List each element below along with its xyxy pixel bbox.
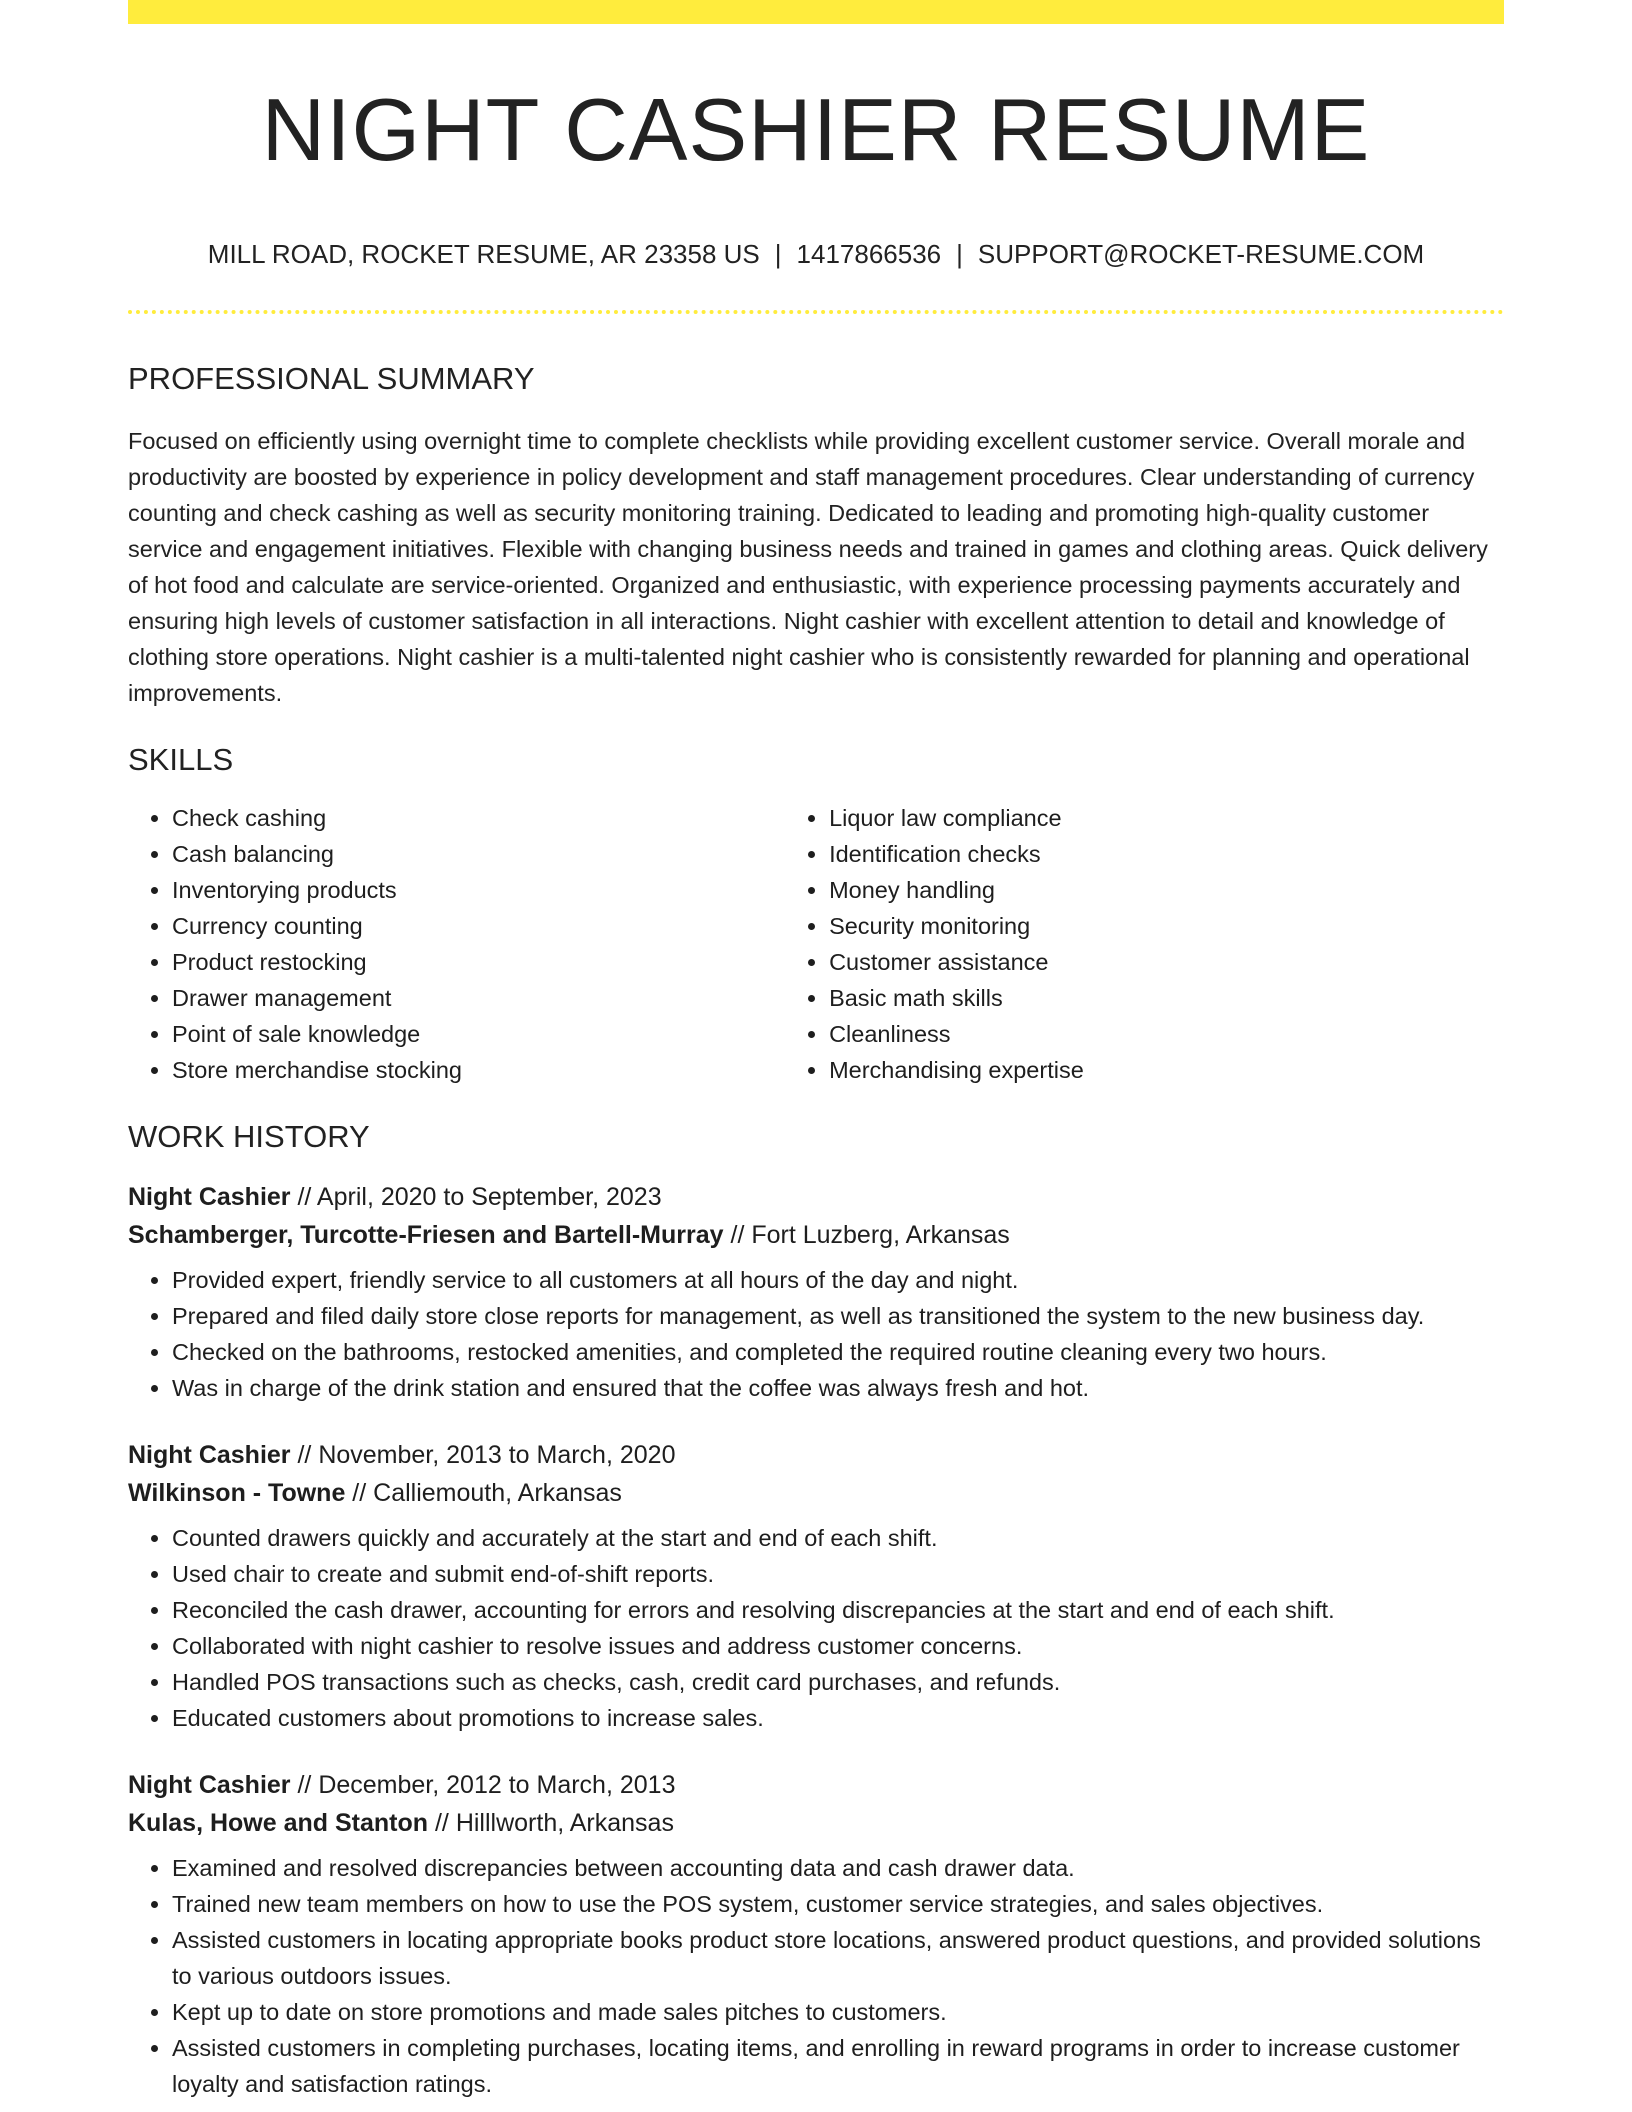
skill-item: • Liquor law compliance [829, 800, 1504, 836]
job-bullet: • Collaborated with night cashier to resolve issues and address customer concerns. [172, 1628, 1504, 1664]
job-title-line [128, 1178, 1504, 1216]
skill-item: • Point of sale knowledge [172, 1016, 785, 1052]
job-title: Night Cashier [128, 1182, 291, 1211]
job-bullet: • Checked on the bathrooms, restocked amenities, and completed the required routine cleaning every two hours. [172, 1334, 1504, 1370]
skill-item: • Check cashing [172, 800, 785, 836]
skill-item: • Security monitoring [829, 908, 1504, 944]
job-bullet: • Assisted customers in completing purchases, locating items, and enrolling in reward programs in order to increase customer loyalty and satisfaction ratings. [172, 2030, 1504, 2102]
job-title: Night Cashier [128, 1440, 291, 1469]
job-bullet: • Kept up to date on store promotions and made sales pitches to customers. [172, 1994, 1504, 2030]
dotted-divider [128, 310, 1504, 314]
work-history-heading: WORK HISTORY [128, 1119, 370, 1155]
skill-item: • Cleanliness [829, 1016, 1504, 1052]
job-bullets [128, 1262, 1504, 1406]
contact-address: MILL ROAD, ROCKET RESUME, AR 23358 US [207, 238, 760, 269]
skill-item: • Identification checks [829, 836, 1504, 872]
job-company: Kulas, Howe and Stanton [128, 1808, 429, 1837]
job-bullet: • Reconciled the cash drawer, accounting for errors and resolving discrepancies at the start and end of each shift. [172, 1592, 1504, 1628]
job-dates: // April, 2020 to September, 2023 [290, 1182, 662, 1211]
job-company: Wilkinson - Towne [128, 1478, 346, 1507]
job-bullet: • Handled POS transactions such as checks, cash, credit card purchases, and refunds. [172, 1664, 1504, 1700]
contact-phone: 1417866536 [796, 238, 942, 269]
skills-list-left [128, 800, 785, 1088]
skill-item: • Merchandising expertise [829, 1052, 1504, 1088]
job-bullet: • Assisted customers in locating appropriate books product store locations, answered product questions, and provided solutions to various outdoors issues. [172, 1922, 1504, 1994]
job-bullet: • Prepared and filed daily store close reports for management, as well as transitioned the system to the new business day. [172, 1298, 1504, 1334]
job-title: Night Cashier [128, 1770, 291, 1799]
job-bullet: • Trained new team members on how to use the POS system, customer service strategies, and sales objectives. [172, 1886, 1504, 1922]
job-location: // Hilllworth, Arkansas [428, 1808, 674, 1837]
job-company-line [128, 1804, 1504, 1842]
contact-email: SUPPORT@ROCKET-RESUME.COM [977, 238, 1425, 269]
skill-item: • Cash balancing [172, 836, 785, 872]
job-entry [128, 1436, 1504, 1736]
job-dates: // December, 2012 to March, 2013 [290, 1770, 676, 1799]
job-company-line [128, 1216, 1504, 1254]
job-dates: // November, 2013 to March, 2020 [290, 1440, 676, 1469]
job-entry [128, 1766, 1504, 2102]
job-bullet: • Examined and resolved discrepancies between accounting data and cash drawer data. [172, 1850, 1504, 1886]
contact-line [128, 239, 1504, 270]
job-company: Schamberger, Turcotte-Friesen and Bartell-Murray [128, 1220, 724, 1249]
job-bullets [128, 1520, 1504, 1736]
job-location: // Calliemouth, Arkansas [345, 1478, 622, 1507]
resume-page [128, 0, 1504, 2102]
job-location: // Fort Luzberg, Arkansas [723, 1220, 1010, 1249]
skill-item: • Money handling [829, 872, 1504, 908]
job-bullets [128, 1850, 1504, 2102]
job-company-line [128, 1474, 1504, 1512]
job-title-line [128, 1436, 1504, 1474]
summary-heading: PROFESSIONAL SUMMARY [128, 360, 535, 396]
job-bullet: • Educated customers about promotions to increase sales. [172, 1700, 1504, 1736]
skill-item: • Basic math skills [829, 980, 1504, 1016]
accent-top-bar [128, 0, 1504, 24]
skill-item: • Store merchandise stocking [172, 1052, 785, 1088]
job-entry [128, 1178, 1504, 1406]
skill-item: • Currency counting [172, 908, 785, 944]
skill-item: • Customer assistance [829, 944, 1504, 980]
job-title-line [128, 1766, 1504, 1804]
contact-separator: | [774, 238, 782, 269]
skill-item: • Drawer management [172, 980, 785, 1016]
skills-list-right [785, 800, 1504, 1088]
skills-columns [128, 800, 1504, 1088]
job-bullet: • Counted drawers quickly and accurately at the start and end of each shift. [172, 1520, 1504, 1556]
skills-heading: SKILLS [128, 742, 234, 778]
job-bullet: • Was in charge of the drink station and ensured that the coffee was always fresh and hot. [172, 1370, 1504, 1406]
skill-item: • Product restocking [172, 944, 785, 980]
contact-separator: | [956, 238, 963, 269]
summary-text: Focused on efficiently using overnight time to complete checklists while providing excellent customer service. Overall morale and productivity are boosted by experience in policy development and staff management procedures. Clear understanding of currency counting and check cashing as well as security monitoring training. Dedicated to leading and promoting high-quality customer service and engagement initiatives. Flexible with changing business needs and trained in games and clothing areas. Quick delivery of hot food and calculate are service-oriented. Organized and enthusiastic, with experience processing payments accurately and ensuring high levels of customer satisfaction in all interactions. Night cashier with excellent attention to detail and knowledge of clothing store operations. Night cashier is a multi-talented night cashier who is consistently rewarded for planning and operational improvements. [128, 428, 1488, 707]
job-bullet: • Used chair to create and submit end-of-shift reports. [172, 1556, 1504, 1592]
skill-item: • Inventorying products [172, 872, 785, 908]
resume-title: NIGHT CASHIER RESUME [261, 80, 1371, 179]
job-bullet: • Provided expert, friendly service to all customers at all hours of the day and night. [172, 1262, 1504, 1298]
